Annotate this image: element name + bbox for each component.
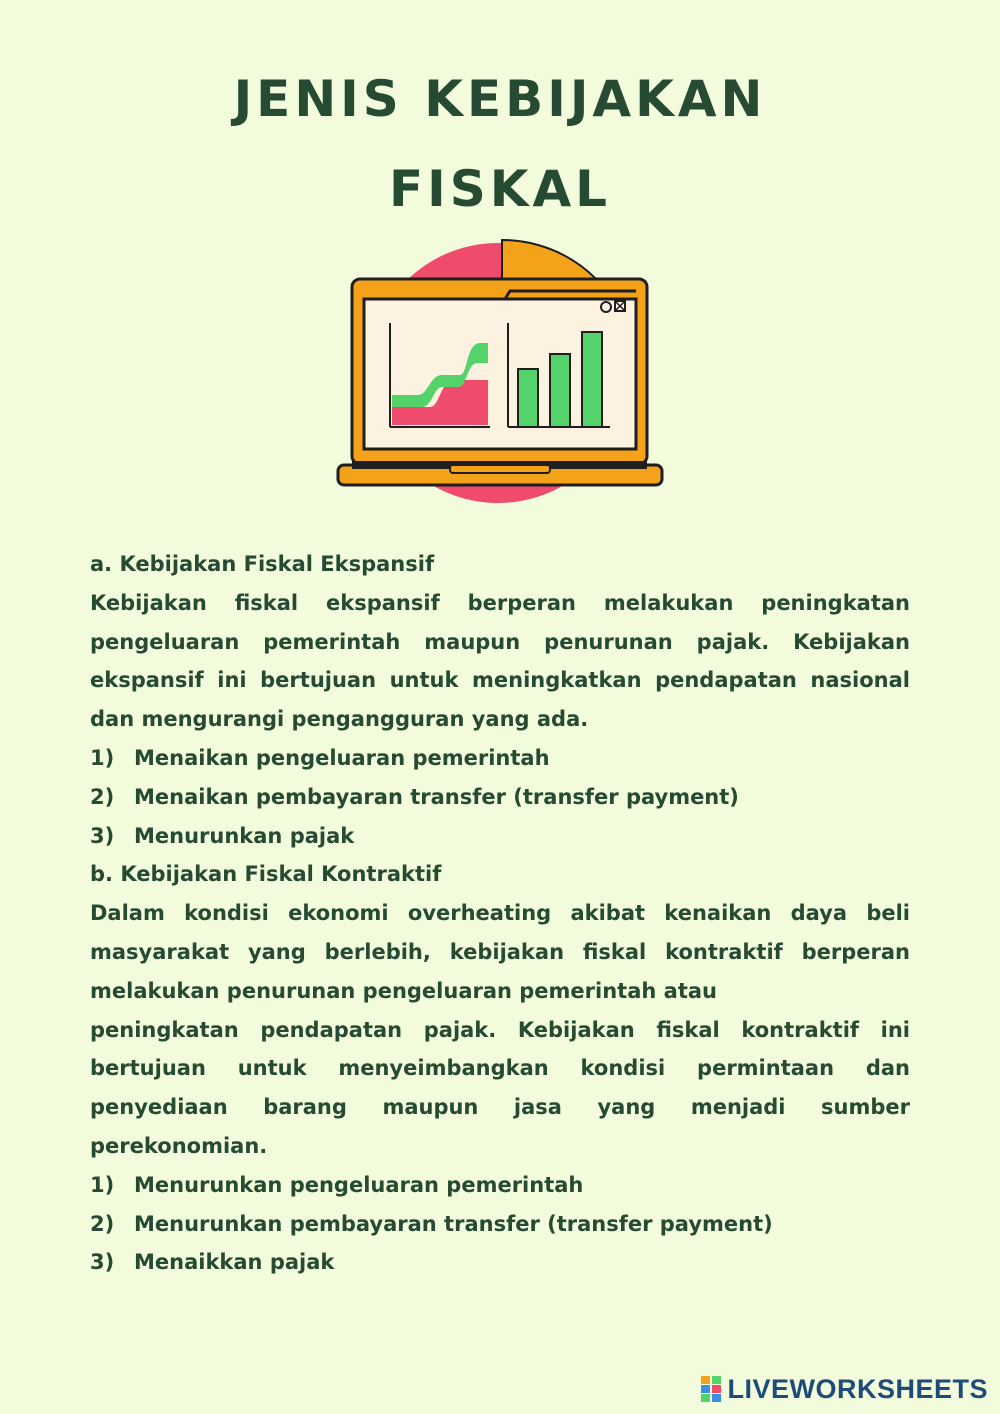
bar-1 — [518, 369, 538, 427]
list-item — [90, 1166, 910, 1205]
laptop-chart-illustration — [330, 235, 670, 515]
list-number: 2) — [90, 784, 115, 809]
list-number: 1) — [90, 1172, 115, 1197]
list-number: 3) — [90, 1250, 115, 1275]
page-title-line-1: JENIS KEBIJAKAN — [233, 70, 767, 128]
page-title-line-2: FISKAL — [388, 160, 612, 218]
list-item — [90, 778, 910, 817]
section-a-paragraph: Kebijakan fiskal ekspansif berperan melakukan peningkatan pengeluaran pemerintah maupun penurunan pajak. Kebijakan ekspansif ini bertujuan untuk meningkatkan pendapatan nasional dan mengurangi pengangguran yang ada. — [90, 590, 910, 732]
bar-3 — [582, 332, 602, 427]
list-text: Menurunkan pengeluaran pemerintah — [134, 1172, 584, 1197]
section-b-paragraph-2: peningkatan pendapatan pajak. Kebijakan fiskal kontraktif ini bertujuan untuk menyeimbangkan kondisi permintaan dan penyediaan barang maupun jasa yang menjadi sumber perekonomian. — [90, 1017, 910, 1158]
list-item — [90, 1243, 910, 1282]
list-number: 2) — [90, 1211, 115, 1236]
liveworksheets-logo[interactable] — [701, 1374, 988, 1404]
list-number: 1) — [90, 745, 115, 770]
list-item — [90, 817, 910, 856]
list-item — [90, 1205, 910, 1244]
content-body — [90, 545, 910, 1282]
liveworksheets-blocks-icon — [701, 1376, 721, 1402]
list-text: Menurunkan pembayaran transfer (transfer payment) — [134, 1211, 773, 1236]
laptop-notch — [450, 465, 550, 473]
list-text: Menaikan pembayaran transfer (transfer payment) — [134, 784, 739, 809]
list-text: Menaikan pengeluaran pemerintah — [134, 745, 550, 770]
liveworksheets-brand: LIVEWORKSHEETS — [727, 1373, 988, 1404]
section-b-paragraph-1: Dalam kondisi ekonomi overheating akibat kenaikan daya beli masyarakat yang berlebih, kebijakan fiskal kontraktif berperan melakukan penurunan pengeluaran pemerintah atau — [90, 901, 910, 1003]
list-item — [90, 739, 910, 778]
list-text: Menurunkan pajak — [134, 823, 355, 848]
section-a-heading: a. Kebijakan Fiskal Ekspansif — [90, 552, 435, 576]
section-b-heading: b. Kebijakan Fiskal Kontraktif — [90, 862, 442, 887]
list-text: Menaikkan pajak — [134, 1250, 335, 1275]
list-number: 3) — [90, 823, 115, 848]
bar-2 — [550, 354, 570, 427]
